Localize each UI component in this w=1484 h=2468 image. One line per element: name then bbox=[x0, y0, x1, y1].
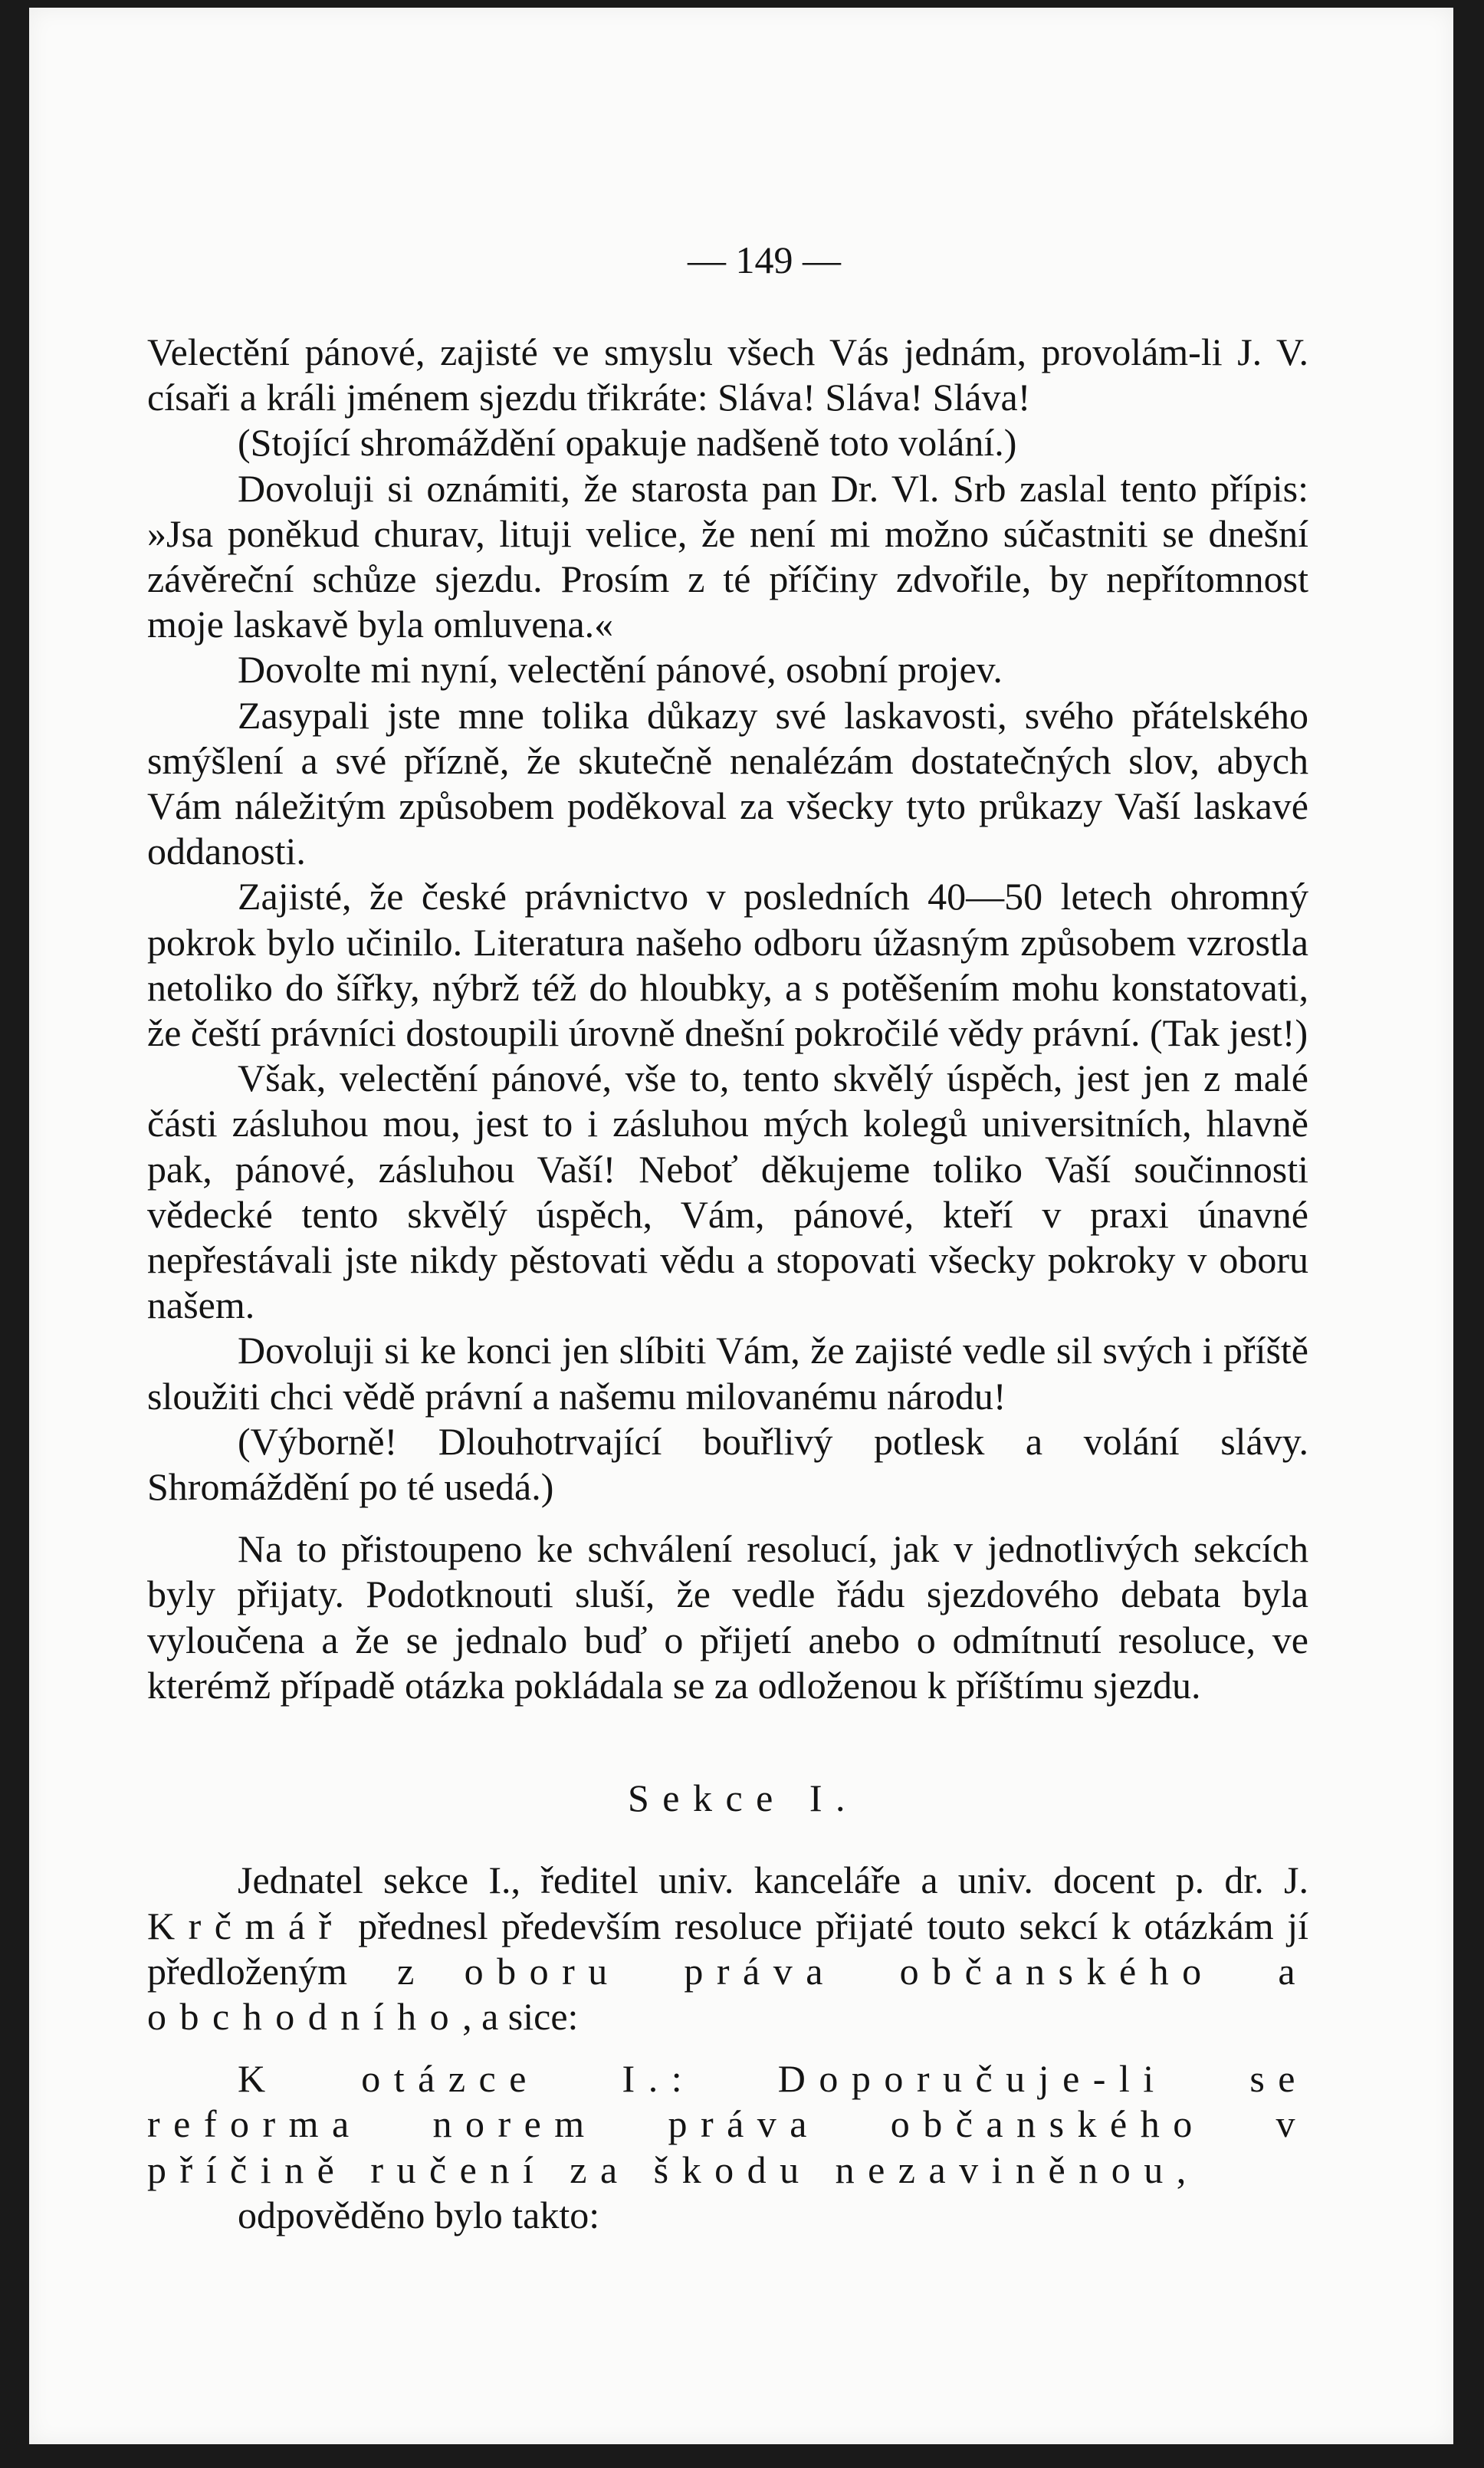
paragraph: Zajisté, že české právnictvo v posledních 40—50 letech ohromný pokrok bylo učinilo. Literatura našeho odboru úžasným způsobem vzrostla netoliko do šířky, nýbrž též do hloubky, a s potěšením mohu konstatovati, že čeští právníci dostoupili úrovně dnešní pokročilé vědy právní. (Tak jest!) bbox=[147, 875, 1308, 1055]
paragraph: (Výborně! Dlouhotrvající bouřlivý potlesk a volání slávy. Shromáždění po té usedá.) bbox=[147, 1419, 1308, 1509]
paragraph: Však, velectění pánové, vše to, tento skvělý úspěch, jest jen z malé části zásluhou mou, jest to i zásluhou mých kolegů universitních, hlavně pak, pánové, zásluhou Vaší! Neboť děkujeme toliko Vaší součinnosti vědecké tento skvělý úspěch, Vám, pánové, kteří v praxi únavné nepřestávali jste nikdy pěstovati vědu a stopovati všecky pokroky v oboru našem. bbox=[147, 1057, 1308, 1327]
page-body bbox=[147, 330, 1308, 2238]
paragraph: Na to přistoupeno ke schválení resolucí, jak v jednotlivých sekcích byly přijaty. Podotknouti sluší, že vedle řádu sjezdového debata byla vyloučena a že se jednalo buď o přijetí anebo o odmítnutí resoluce, ve kterémž případě otázka pokládala se za odloženou k příštímu sjezdu. bbox=[147, 1527, 1308, 1707]
paragraph: Dovolte mi nyní, velectění pánové, osobní projev. bbox=[238, 648, 1003, 692]
section-text: přednesl především resoluce přijaté touto sekcí k otázkám jí předloženým z bbox=[147, 1904, 1309, 1993]
section-text: , bbox=[1176, 2148, 1187, 2191]
paragraph: Dovoluji si oznámiti, že starosta pan Dr. Vl. Srb zaslal tento přípis: »Jsa poněkud churav, lituji velice, že není mi možno súčastniti se dnešní závěreční schůze sjezdu. Prosím z té příčiny zdvořile, by nepřítomnost moje laskavě byla omluvena.« bbox=[147, 466, 1308, 646]
person-name: Krčmář bbox=[147, 1904, 345, 1947]
page-number-text: — 149 — bbox=[688, 238, 841, 281]
paragraph: Zasypali jste mne tolika důkazy své laskavosti, svého přátelského smýšlení a své přízně, že skutečně nenalézám dostatečných slov, abych Vám náležitým způsobem poděkoval za všecky tyto průkazy Vaší laskavé oddanosti. bbox=[147, 693, 1308, 873]
paragraph: Dovoluji si ke konci jen slíbiti Vám, že zajisté vedle sil svých i příště sloužiti chci vědě právní a našemu milovanému národu! bbox=[147, 1329, 1308, 1418]
section-heading: Sekce I. bbox=[627, 1776, 859, 1820]
page-number bbox=[29, 238, 1453, 282]
emphasized-text: oboru práva občanského a obchodního bbox=[147, 1949, 1309, 2038]
section-text: , a sice: bbox=[462, 1994, 579, 2038]
emphasized-text: K otázce I.: Doporučuje-li se reforma norem práva občanského v příčině ručení za škodu nezaviněnou bbox=[147, 2057, 1308, 2191]
document-page bbox=[29, 8, 1453, 2444]
paragraph: (Stojící shromáždění opakuje nadšeně toto volání.) bbox=[238, 421, 1017, 465]
section-paragraph bbox=[147, 1858, 1308, 2039]
paragraph: Velectění pánové, zajisté ve smyslu všech Vás jednám, provolám-li J. V. císaři a králi jménem sjezdu třikráte: Sláva! Sláva! Sláva! bbox=[147, 330, 1308, 419]
section-paragraph bbox=[147, 2056, 1308, 2193]
section-paragraph: odpověděno bylo takto: bbox=[238, 2193, 600, 2236]
section-text: Jednatel sekce I., ředitel univ. kanceláře a univ. docent p. dr. J. bbox=[238, 1858, 1308, 1902]
